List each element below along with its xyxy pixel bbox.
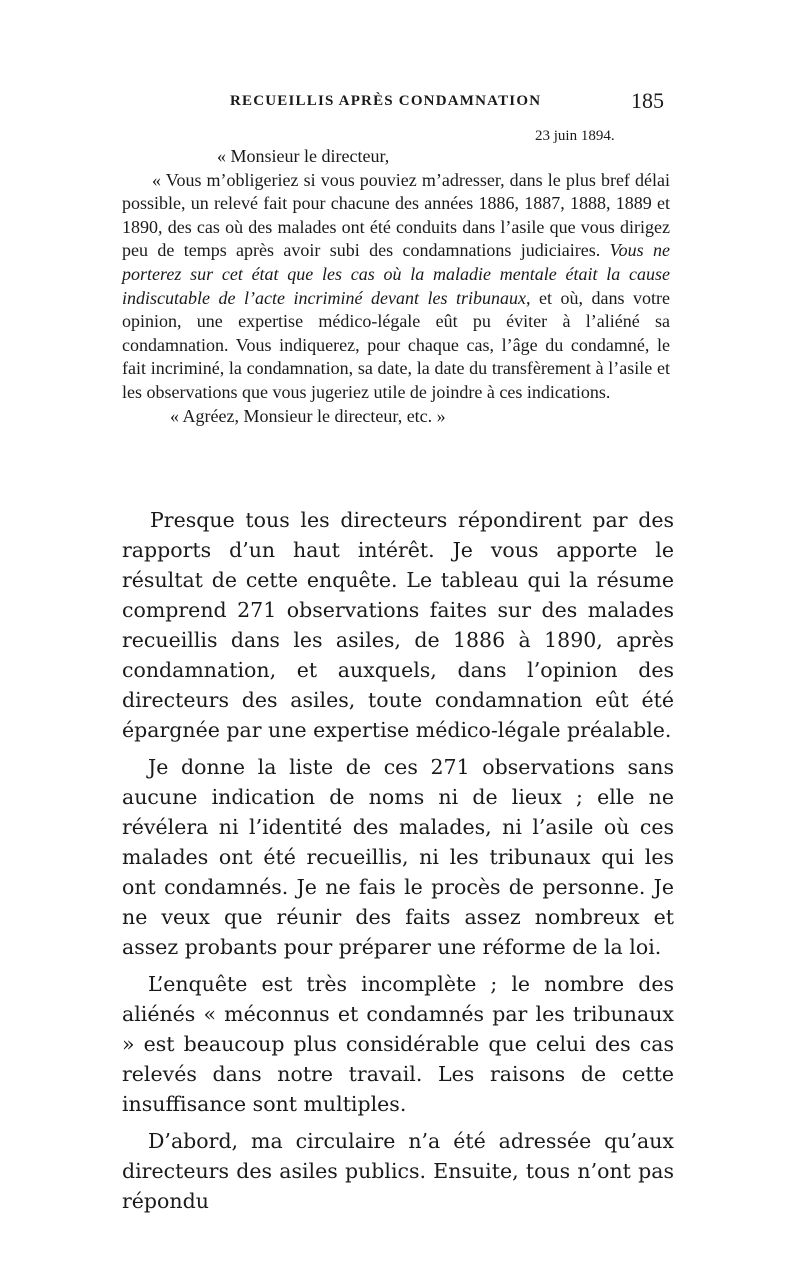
main-text xyxy=(122,505,674,1223)
letter-closing: « Agréez, Monsieur le directeur, etc. » xyxy=(170,405,446,426)
letter-body-text: « Vous m’obligeriez si vous pouviez m’adresser, dans le plus bref délai possible, un relevé fait pour chacune des années 1886, 1887, 1888, 1889 et 1890, des cas où des malades ont été conduits dans l’asile que vous dirigez peu de temps après avoir subi des condamnations judiciaires. xyxy=(122,169,670,261)
paragraph: Je donne la liste de ces 271 observations sans aucune indication de noms ni de lieux ; elle ne révélera ni l’identité des malades, ni l’asile où ces malades ont été recueillis, ni les tribunaux qui les ont condamnés. Je ne fais le procès de personne. Je ne veux que réunir des faits assez nombreux et assez probants pour préparer une réforme de la loi. xyxy=(122,755,674,959)
letter-salutation: « Monsieur le directeur, xyxy=(217,146,390,166)
letter-body-text-continued: , et où, dans votre opinion, une expertise médico-légale eût pu éviter à l’aliéné sa condamnation. Vous indiquerez, pour chaque cas, l’âge du condamné, le fait incriminé, la condamnation, sa date, la date du transfèrement à l’asile et les observations que vous jugeriez utile de joindre à ces indications. xyxy=(122,287,670,402)
running-head: RECUEILLIS APRÈS CONDAMNATION xyxy=(230,93,542,109)
letter-date: 23 juin 1894. xyxy=(535,128,615,144)
paragraph: Presque tous les directeurs répondirent par des rapports d’un haut intérêt. Je vous apporte le résultat de cette enquête. Le tableau qui la résume comprend 271 observations faites sur des malades recueillis dans les asiles, de 1886 à 1890, après condamnation, et auxquels, dans l’opinion des directeurs des asiles, toute condamnation eût été épargnée par une expertise médico-légale préalable. xyxy=(122,508,674,742)
paragraph: L’enquête est très incomplète ; le nombre des aliénés « méconnus et condamnés par les tribunaux » est beaucoup plus considérable que celui des cas relevés dans notre travail. Les raisons de cette insuffisance sont multiples. xyxy=(122,972,674,1116)
paragraph: D’abord, ma circulaire n’a été adressée qu’aux directeurs des asiles publics. Ensuite, tous n’ont pas répondu xyxy=(122,1129,674,1213)
page-number: 185 xyxy=(631,88,664,113)
quoted-letter xyxy=(122,145,670,428)
letter-body-italic: Vous ne porterez sur cet état que les cas où la maladie mentale était la cause indiscutable de l’acte incriminé devant les tribunaux xyxy=(122,240,670,308)
letter-body xyxy=(122,169,670,405)
